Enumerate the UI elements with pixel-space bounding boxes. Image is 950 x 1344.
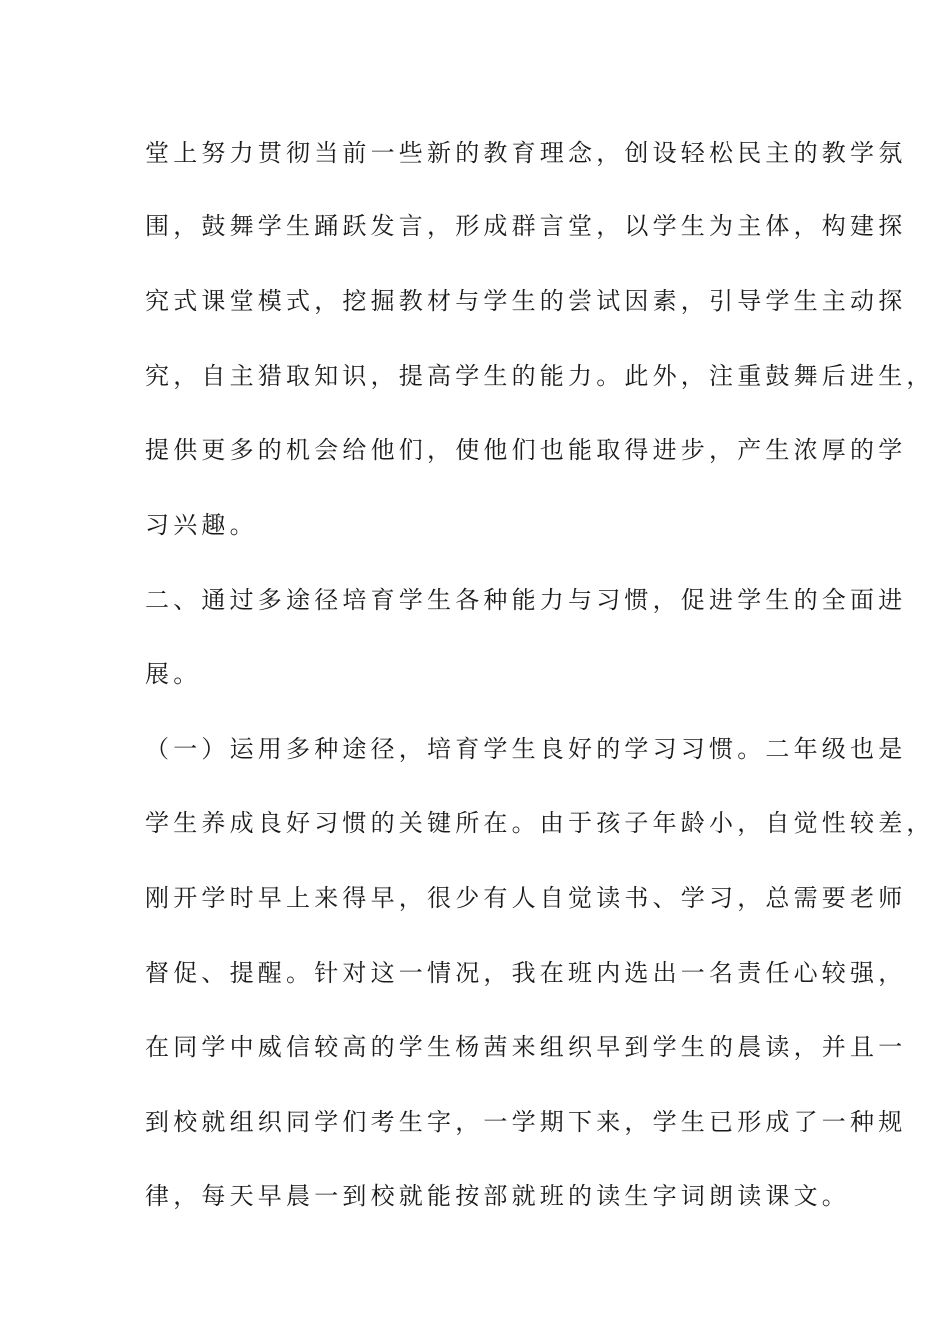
section-heading: 展。 <box>145 660 202 688</box>
text-line: 提供更多的机会给他们，使他们也能取得进步，产生浓厚的学 <box>145 436 907 464</box>
text-line: 习兴趣。 <box>145 511 258 539</box>
text-line: （一）运用多种途径，培育学生良好的学习习惯。二年级也是 <box>145 735 907 763</box>
text-line: 究式课堂模式，挖掘教材与学生的尝试因素，引导学生主动探 <box>145 287 907 315</box>
text-line: 到校就组织同学们考生字，一学期下来，学生已形成了一种规 <box>145 1108 907 1136</box>
section-heading: 二、通过多途径培育学生各种能力与习惯，促进学生的全面进 <box>145 586 907 614</box>
text-line: 律，每天早晨一到校就能按部就班的读生字词朗读课文。 <box>145 1182 850 1210</box>
text-line: 究，自主猎取知识，提高学生的能力。此外，注重鼓舞后进生， <box>145 362 935 390</box>
text-line: 在同学中威信较高的学生杨茜来组织早到学生的晨读，并且一 <box>145 1033 907 1061</box>
text-line: 围，鼓舞学生踊跃发言，形成群言堂，以学生为主体，构建探 <box>145 212 907 240</box>
text-line: 督促、提醒。针对这一情况，我在班内选出一名责任心较强， <box>145 959 907 987</box>
text-line: 堂上努力贯彻当前一些新的教育理念，创设轻松民主的教学氛 <box>145 139 907 167</box>
text-line: 刚开学时早上来得早，很少有人自觉读书、学习，总需要老师 <box>145 884 907 912</box>
text-line: 学生养成良好习惯的关键所在。由于孩子年龄小，自觉性较差， <box>145 809 935 837</box>
